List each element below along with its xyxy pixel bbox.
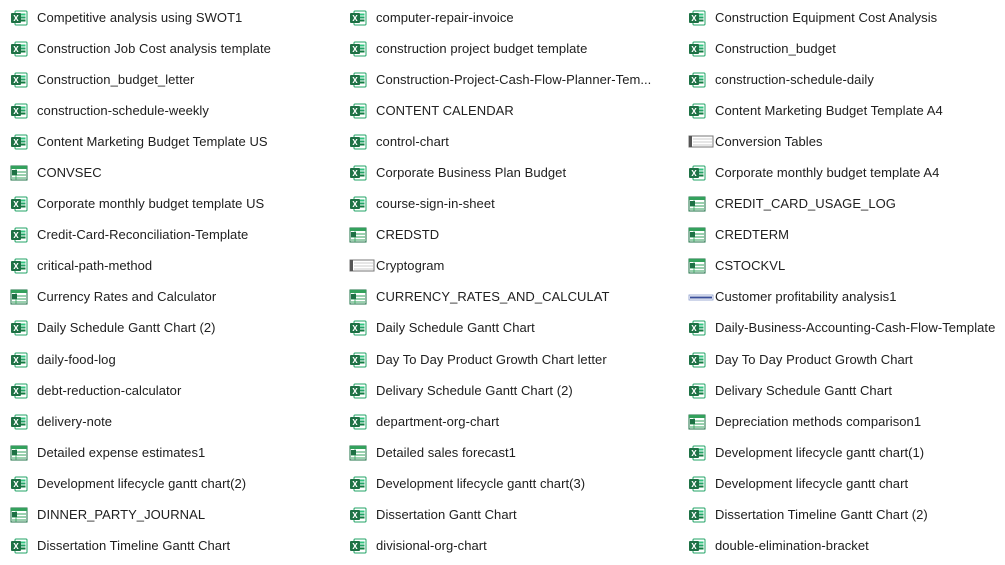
excel-icon <box>349 382 367 400</box>
excel-icon <box>349 102 367 120</box>
excel-icon <box>10 226 28 244</box>
excel-icon <box>349 133 367 151</box>
file-name: Corporate Business Plan Budget <box>376 165 567 181</box>
file-item[interactable] <box>349 531 679 562</box>
file-item[interactable] <box>10 220 340 251</box>
file-item[interactable] <box>349 313 679 344</box>
file-name: CONTENT CALENDAR <box>376 102 514 118</box>
file-item[interactable] <box>349 64 679 95</box>
file-name: CURRENCY_RATES_AND_CALCULAT <box>376 289 610 305</box>
file-item[interactable] <box>10 468 340 499</box>
file-column <box>688 2 1005 562</box>
file-item[interactable] <box>349 282 679 313</box>
file-column <box>10 2 340 562</box>
file-item[interactable] <box>688 64 1005 95</box>
excel-icon <box>349 195 367 213</box>
file-name: Construction Job Cost analysis template <box>37 40 271 56</box>
excel-icon <box>10 133 28 151</box>
file-name: Customer profitability analysis1 <box>715 289 897 305</box>
excel-icon <box>349 71 367 89</box>
file-column <box>349 2 679 562</box>
file-item[interactable] <box>688 375 1005 406</box>
file-name: Construction_budget_letter <box>37 71 195 87</box>
excel-icon <box>349 319 367 337</box>
file-name: Cryptogram <box>376 258 445 274</box>
file-name: CREDTERM <box>715 227 790 243</box>
excel-icon <box>10 40 28 58</box>
file-name: Detailed expense estimates1 <box>37 444 206 460</box>
file-item[interactable] <box>688 344 1005 375</box>
excel-icon <box>688 40 706 58</box>
spreadsheet-thumbnail-icon <box>688 133 714 151</box>
excel-icon <box>10 382 28 400</box>
file-name: delivery-note <box>37 413 113 429</box>
excel-icon <box>10 351 28 369</box>
file-name: Delivary Schedule Gantt Chart <box>715 382 893 398</box>
file-item[interactable] <box>10 313 340 344</box>
file-name: Content Marketing Budget Template A4 <box>715 102 943 118</box>
file-name: Conversion Tables <box>715 133 823 149</box>
excel-icon <box>688 382 706 400</box>
excel-template-icon <box>349 226 367 244</box>
file-item[interactable] <box>10 406 340 437</box>
excel-icon <box>349 351 367 369</box>
file-item[interactable] <box>688 282 1005 313</box>
excel-icon <box>349 506 367 524</box>
file-name: Development lifecycle gantt chart(3) <box>376 475 586 491</box>
excel-template-icon <box>688 226 706 244</box>
file-item[interactable] <box>349 375 679 406</box>
excel-template-icon <box>688 413 706 431</box>
excel-icon <box>349 413 367 431</box>
file-item[interactable] <box>10 157 340 188</box>
file-name: department-org-chart <box>376 413 500 429</box>
file-name: Daily Schedule Gantt Chart <box>376 320 535 336</box>
excel-icon <box>688 9 706 27</box>
file-item[interactable] <box>349 500 679 531</box>
file-item[interactable] <box>349 251 679 282</box>
file-item[interactable] <box>688 95 1005 126</box>
file-name: debt-reduction-calculator <box>37 382 182 398</box>
spreadsheet-thumbnail-icon <box>349 257 375 275</box>
excel-icon <box>10 537 28 555</box>
file-name: construction-schedule-weekly <box>37 102 209 118</box>
file-item[interactable] <box>349 406 679 437</box>
excel-icon <box>349 164 367 182</box>
excel-template-icon <box>10 288 28 306</box>
file-name: CSTOCKVL <box>715 258 786 274</box>
file-name: Dissertation Gantt Chart <box>376 507 517 523</box>
file-item[interactable] <box>10 375 340 406</box>
excel-template-icon <box>10 506 28 524</box>
excel-icon <box>688 537 706 555</box>
file-item[interactable] <box>688 220 1005 251</box>
file-item[interactable] <box>688 437 1005 468</box>
file-name: Corporate monthly budget template US <box>37 196 265 212</box>
excel-icon <box>10 71 28 89</box>
excel-icon <box>688 102 706 120</box>
file-item[interactable] <box>688 189 1005 220</box>
file-name: CREDIT_CARD_USAGE_LOG <box>715 196 896 212</box>
file-item[interactable] <box>10 251 340 282</box>
file-item[interactable] <box>688 468 1005 499</box>
file-name: Daily-Business-Accounting-Cash-Flow-Template <box>715 320 996 336</box>
excel-icon <box>688 444 706 462</box>
file-item[interactable] <box>688 531 1005 562</box>
excel-template-icon <box>10 164 28 182</box>
file-item[interactable] <box>10 126 340 157</box>
excel-icon <box>10 102 28 120</box>
file-item[interactable] <box>349 220 679 251</box>
file-name: Construction-Project-Cash-Flow-Planner-Tem... <box>376 71 652 87</box>
file-item[interactable] <box>349 126 679 157</box>
file-item[interactable] <box>10 95 340 126</box>
excel-icon <box>349 40 367 58</box>
excel-icon <box>10 319 28 337</box>
excel-icon <box>688 71 706 89</box>
file-item[interactable] <box>688 33 1005 64</box>
excel-icon <box>688 164 706 182</box>
file-item[interactable] <box>10 33 340 64</box>
excel-icon <box>688 319 706 337</box>
file-name: Construction Equipment Cost Analysis <box>715 9 938 25</box>
file-name: DINNER_PARTY_JOURNAL <box>37 507 206 523</box>
file-item[interactable] <box>10 344 340 375</box>
excel-icon <box>10 475 28 493</box>
file-name: Content Marketing Budget Template US <box>37 133 268 149</box>
file-name: construction-schedule-daily <box>715 71 874 87</box>
file-item[interactable] <box>349 95 679 126</box>
file-item[interactable] <box>10 531 340 562</box>
file-name: Development lifecycle gantt chart <box>715 475 909 491</box>
file-item[interactable] <box>10 500 340 531</box>
file-item[interactable] <box>688 126 1005 157</box>
file-name: Development lifecycle gantt chart(1) <box>715 444 925 460</box>
excel-icon <box>688 351 706 369</box>
file-name: Corporate monthly budget template A4 <box>715 165 940 181</box>
file-name: Day To Day Product Growth Chart <box>715 351 913 367</box>
file-name: Development lifecycle gantt chart(2) <box>37 475 247 491</box>
file-name: Credit-Card-Reconciliation-Template <box>37 227 249 243</box>
file-item[interactable] <box>10 189 340 220</box>
excel-icon <box>688 506 706 524</box>
file-name: control-chart <box>376 133 449 149</box>
file-item[interactable] <box>10 2 340 33</box>
file-item[interactable] <box>688 313 1005 344</box>
file-name: double-elimination-bracket <box>715 538 869 554</box>
file-name: Currency Rates and Calculator <box>37 289 217 305</box>
file-name: CONVSEC <box>37 165 102 181</box>
file-item[interactable] <box>349 344 679 375</box>
file-item[interactable] <box>349 437 679 468</box>
file-name: Detailed sales forecast1 <box>376 444 516 460</box>
excel-icon <box>10 195 28 213</box>
excel-icon <box>10 413 28 431</box>
file-name: Construction_budget <box>715 40 836 56</box>
file-name: divisional-org-chart <box>376 538 487 554</box>
file-name: Dissertation Timeline Gantt Chart <box>37 538 231 554</box>
excel-template-icon <box>10 444 28 462</box>
excel-template-icon <box>688 195 706 213</box>
file-item[interactable] <box>688 406 1005 437</box>
excel-icon <box>349 9 367 27</box>
file-name: construction project budget template <box>376 40 588 56</box>
excel-template-icon <box>349 444 367 462</box>
excel-icon <box>349 537 367 555</box>
excel-template-icon <box>688 257 706 275</box>
file-name: Delivary Schedule Gantt Chart (2) <box>376 382 573 398</box>
file-item[interactable] <box>10 64 340 95</box>
file-item[interactable] <box>349 157 679 188</box>
file-item[interactable] <box>349 33 679 64</box>
file-name: daily-food-log <box>37 351 116 367</box>
chart-thumbnail-icon <box>688 288 714 306</box>
file-item[interactable] <box>349 189 679 220</box>
file-name: Day To Day Product Growth Chart letter <box>376 351 607 367</box>
file-item[interactable] <box>349 468 679 499</box>
file-name: critical-path-method <box>37 258 153 274</box>
file-item[interactable] <box>688 251 1005 282</box>
file-name: Daily Schedule Gantt Chart (2) <box>37 320 216 336</box>
file-item[interactable] <box>10 437 340 468</box>
excel-icon <box>688 475 706 493</box>
file-name: Competitive analysis using SWOT1 <box>37 9 243 25</box>
file-name: course-sign-in-sheet <box>376 196 495 212</box>
excel-template-icon <box>349 288 367 306</box>
file-item[interactable] <box>349 2 679 33</box>
file-item[interactable] <box>10 282 340 313</box>
file-item[interactable] <box>688 157 1005 188</box>
file-item[interactable] <box>688 2 1005 33</box>
file-name: Depreciation methods comparison1 <box>715 413 922 429</box>
file-name: computer-repair-invoice <box>376 9 514 25</box>
excel-icon <box>10 257 28 275</box>
excel-icon <box>349 475 367 493</box>
file-item[interactable] <box>688 500 1005 531</box>
file-name: CREDSTD <box>376 227 440 243</box>
excel-icon <box>10 9 28 27</box>
file-name: Dissertation Timeline Gantt Chart (2) <box>715 507 928 523</box>
